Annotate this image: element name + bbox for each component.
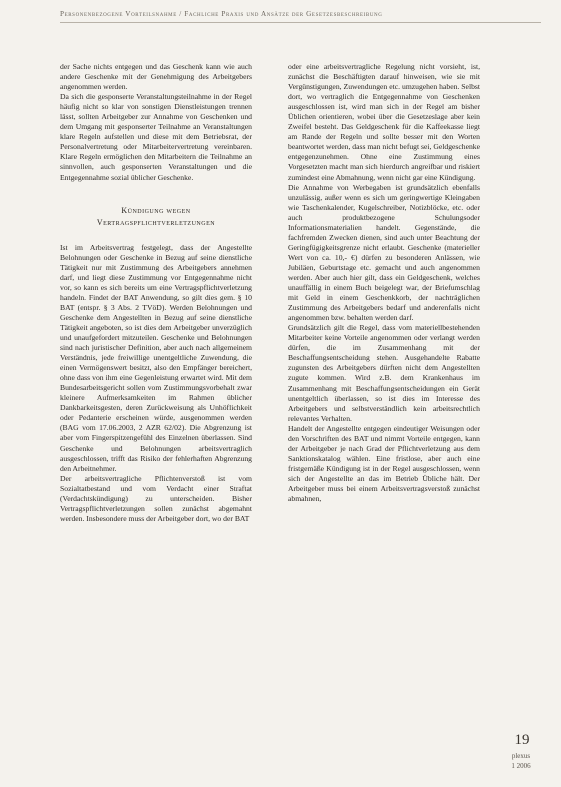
paragraph: Grundsätzlich gilt die Regel, dass vom materiellbestehenden Mitarbeiter keine Vorteile angenommen oder verlangt werden dürfen, die im Zusammenhang mit der Beschaffungsentscheidung stehen. Ausgehandelte Rabatte zugunsten des Arbeitgebers dürften nicht dem Angestellten zugute kommen. Wird z.B. dem Krankenhaus im Zusammenhang mit Beschaffungsentscheidungen ein Gerät unentgeltlich überlassen, so ist dies im Interesse des Arbeitgebers und selbstverständlich kein arbeitsrechtlich relevantes Verhalten. [288,323,480,423]
journal-issue: 1 2006 [511,761,531,770]
text-column-left [60,62,252,524]
paragraph: Der arbeitsvertragliche Pflichtenverstoß ist vom Sozialtatbestand und vom Verdacht einer Straftat (Verdachtskündigung) zu unterscheiden. Bisher Vertragspflichtverletzungen sollen zunächst abgemahnt werden. Insbesondere muss der Arbeitgeber dort, wo der BAT [60,473,252,523]
paragraph: Da sich die gesponserte Veranstaltungsteilnahme in der Regel häufig nicht so klar von sonstigen Dienstleistungen trennen lässt, sollten Arbeitgeber zur Annahme von Geschenken und dem Umgang mit gesponserter Teilnahme an Veranstaltungen klare Regeln aufstellen und diese mit dem Betriebsrat, der Personalvertretung oder Mitarbeitervertretung vereinbaren. Klare Regeln ermöglichen den Mitarbeitern die Teilnahme an sinnvollen, auch gesponserten Veranstaltungen und die Entgegennahme sozial üblicher Geschenke. [60,92,252,182]
paragraph: Ist im Arbeitsvertrag festgelegt, dass der Angestellte Belohnungen oder Geschenke in Bezug auf seine dienstliche Tätigkeit nur mit Zustimmung des Arbeitgebers annehmen darf, und liegt diese Zustimmung vor Entgegennahme nicht vor, so kann es sich bereits um eine Vertragspflichtverletzung handeln. Findet der BAT Anwendung, so gilt dies gem. § 10 BAT (entspr. § 3 Abs. 2 TVöD). Werden Belohnungen und Geschenke dem Angestellten in Bezug auf seine dienstliche Tätigkeit angeboten, so ist dies dem Arbeitgeber unverzüglich und unaufgefordert mitzuteilen. Geschenke und Belohnungen sind nach juristischer Definition, aber auch nach allgemeinem Verständnis, jede freiwillige unentgeltliche Zuwendung, die einen Vermögenswert besitzt, also den Empfänger bereichert, ohne dass von ihm eine Gegenleistung erwartet wird. Mit dem Bundesarbeitsgericht sollen vom Zustimmungsvorbehalt zwar kleinere Aufmerksamkeiten im Rahmen üblicher Dankbarkeitsgesten, deren Zurückweisung als Unhöflichkeit oder Pedanterie erscheinen würde, ausgenommen werden (BAG vom 17.06.2003, 2 AZR 62/02). Die Abgrenzung ist aber vom Fingerspitzengefühl des Einzelnen überlassen. Sind Geschenke und Belohnungen arbeitsvertraglich ausgeschlossen, trifft das Risiko der fehlerhaften Abgrenzung den Arbeitnehmer. [60,242,252,473]
paragraph: Die Annahme von Werbegaben ist grundsätzlich ebenfalls unzulässig, außer wenn es sich um geringwertige Kleingaben wie Taschenkalender, Kugelschreiber, Notizblöcke, etc. oder auch produktbezogene Schulungsoder Informationsmaterialien handelt. Gegenstände, die fachfremden Zwecken dienen, sind auch unter Beachtung der Geringfügigkeitsgrenze nicht erlaubt. Geschenke (materieller Wert von ca. 10,- €) dürfen zu besonderen Anlässen, wie Jubiläen, Geburtstage etc. gemacht und auch angenommen werden. Aber auch hier gilt, dass ein Geldgeschenk, welches unauffällig in einem Buch beigelegt war, der Briefumschlag mit Geld in einem Geschenkkorb, der nachträglichen Zustimmung des Arbeitgebers bedarf und anderenfalls nicht angenommen bzw. behalten werden darf. [288,182,480,323]
journal-footer [496,752,546,771]
section-heading-line-1: Kündigung wegen [121,205,191,215]
running-header: Personenbezogene Vorteilsnahme / Fachliche Praxis und Ansätze der Gesetzesbeschreibung [60,10,541,23]
paragraph: der Sache nichts entgegen und das Geschenk kann wie auch andere Geschenke mit der Genehmigung des Arbeitgebers angenommen werden. [60,62,252,92]
section-heading [60,205,252,229]
paragraph: Handelt der Angestellte entgegen eindeutiger Weisungen oder den Vorschriften des BAT und nimmt Vorteile entgegen, kann der Arbeitgeber je nach Grad der Pflichtverletzung aus dem Sanktionskatalog wählen. Eine fristlose, aber auch eine fristgemäße Kündigung ist in der Regel ausgeschlossen, wenn sich der Angestellte an das im Betrieb Übliche hält. Der Arbeitgeber muss bei einem Arbeitsvertragsverstoß zunächst abmahnen, [288,423,480,504]
paragraph: oder eine arbeitsvertragliche Regelung nicht vorsieht, ist, zunächst die Beschäftigten darauf hinweisen, wie sie mit Vergünstigungen, Zuwendungen etc. umzugehen haben. Selbst dort, wo vertraglich die Entgegennahme von Geschenken ausgeschlossen ist, wird man sich in der Regel am bisher Üblichen orientieren, wobei über die Gesetzeslage aber kein Zweifel besteht. Das Geldgeschenk für die Kaffeekasse liegt am Rande der Regeln und sollte besser mit den Worten beantwortet werden, dass man nicht befugt sei, Geldgeschenke entgegenzunehmen. Ohne eine Zustimmung eines Vorgesetzten macht man sich hierdurch angreifbar und riskiert zumindest eine Abmahnung, wenn nicht gar eine Kündigung. [288,62,481,182]
journal-name: plexus [511,752,531,760]
page-number: 19 [514,732,530,748]
section-heading-line-2: Vertragspflichtverletzungen [96,217,216,227]
text-column-right [288,62,480,504]
